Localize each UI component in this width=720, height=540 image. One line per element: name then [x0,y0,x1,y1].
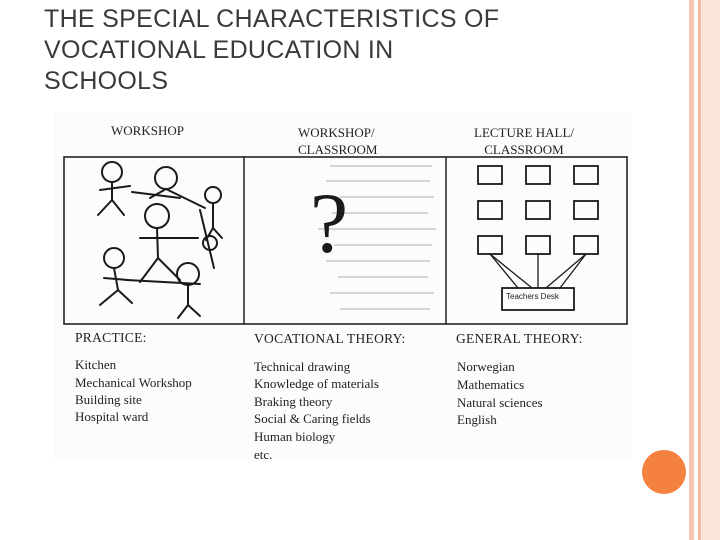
figure-head [177,263,199,285]
section-title-vocational-theory: VOCATIONAL THEORY: [254,331,406,346]
workshop-drawing [98,162,222,318]
list-item: Natural sciences [457,395,543,410]
figure-head [102,162,122,182]
slide-title-line: THE SPECIAL CHARACTERISTICS OF [44,5,500,33]
desk [574,236,598,254]
figure-head [205,187,221,203]
header-line: WORKSHOP [111,123,184,138]
header-line: LECTURE HALL/ [474,125,575,140]
desk [574,166,598,184]
desk [574,201,598,219]
list-item: etc. [254,447,273,462]
desk [478,236,502,254]
list-item: Technical drawing [254,359,351,374]
question-mark: ? [310,175,349,271]
teachers-desk-label: Teachers Desk [506,292,559,301]
list-item: Mathematics [457,377,525,392]
desk [478,201,502,219]
header-line: WORKSHOP/ [298,125,375,140]
list-item: Building site [75,392,142,407]
lecture-hall-desks [478,166,598,310]
list-item: Hospital ward [75,409,149,424]
list-item: Social & Caring fields [254,411,371,426]
header-line: CLASSROOM [484,142,564,157]
list-item: Human biology [254,429,336,444]
figure-head [145,204,169,228]
figure-head [155,167,177,189]
column-header-workshop-classroom [298,124,377,158]
column-header-lecture-hall [474,124,574,158]
slide-title-line: VOCATIONAL EDUCATION IN [44,36,394,64]
section-title-general-theory: GENERAL THEORY: [456,331,583,346]
slide-title-line: SCHOOLS [44,67,169,95]
desk-connectors [490,254,586,288]
list-item: Braking theory [254,394,333,409]
list-item: Kitchen [75,357,117,372]
list-item: English [457,412,497,427]
list-item: Norwegian [457,359,515,374]
list-item: Mechanical Workshop [75,375,192,390]
list-item: Knowledge of materials [254,376,379,391]
section-title-practice: PRACTICE: [75,330,147,345]
desk [526,201,550,219]
desk [526,236,550,254]
desk [478,166,502,184]
figure-head [104,248,124,268]
column-header-workshop [111,122,184,139]
header-line: CLASSROOM [298,142,378,157]
desk [526,166,550,184]
